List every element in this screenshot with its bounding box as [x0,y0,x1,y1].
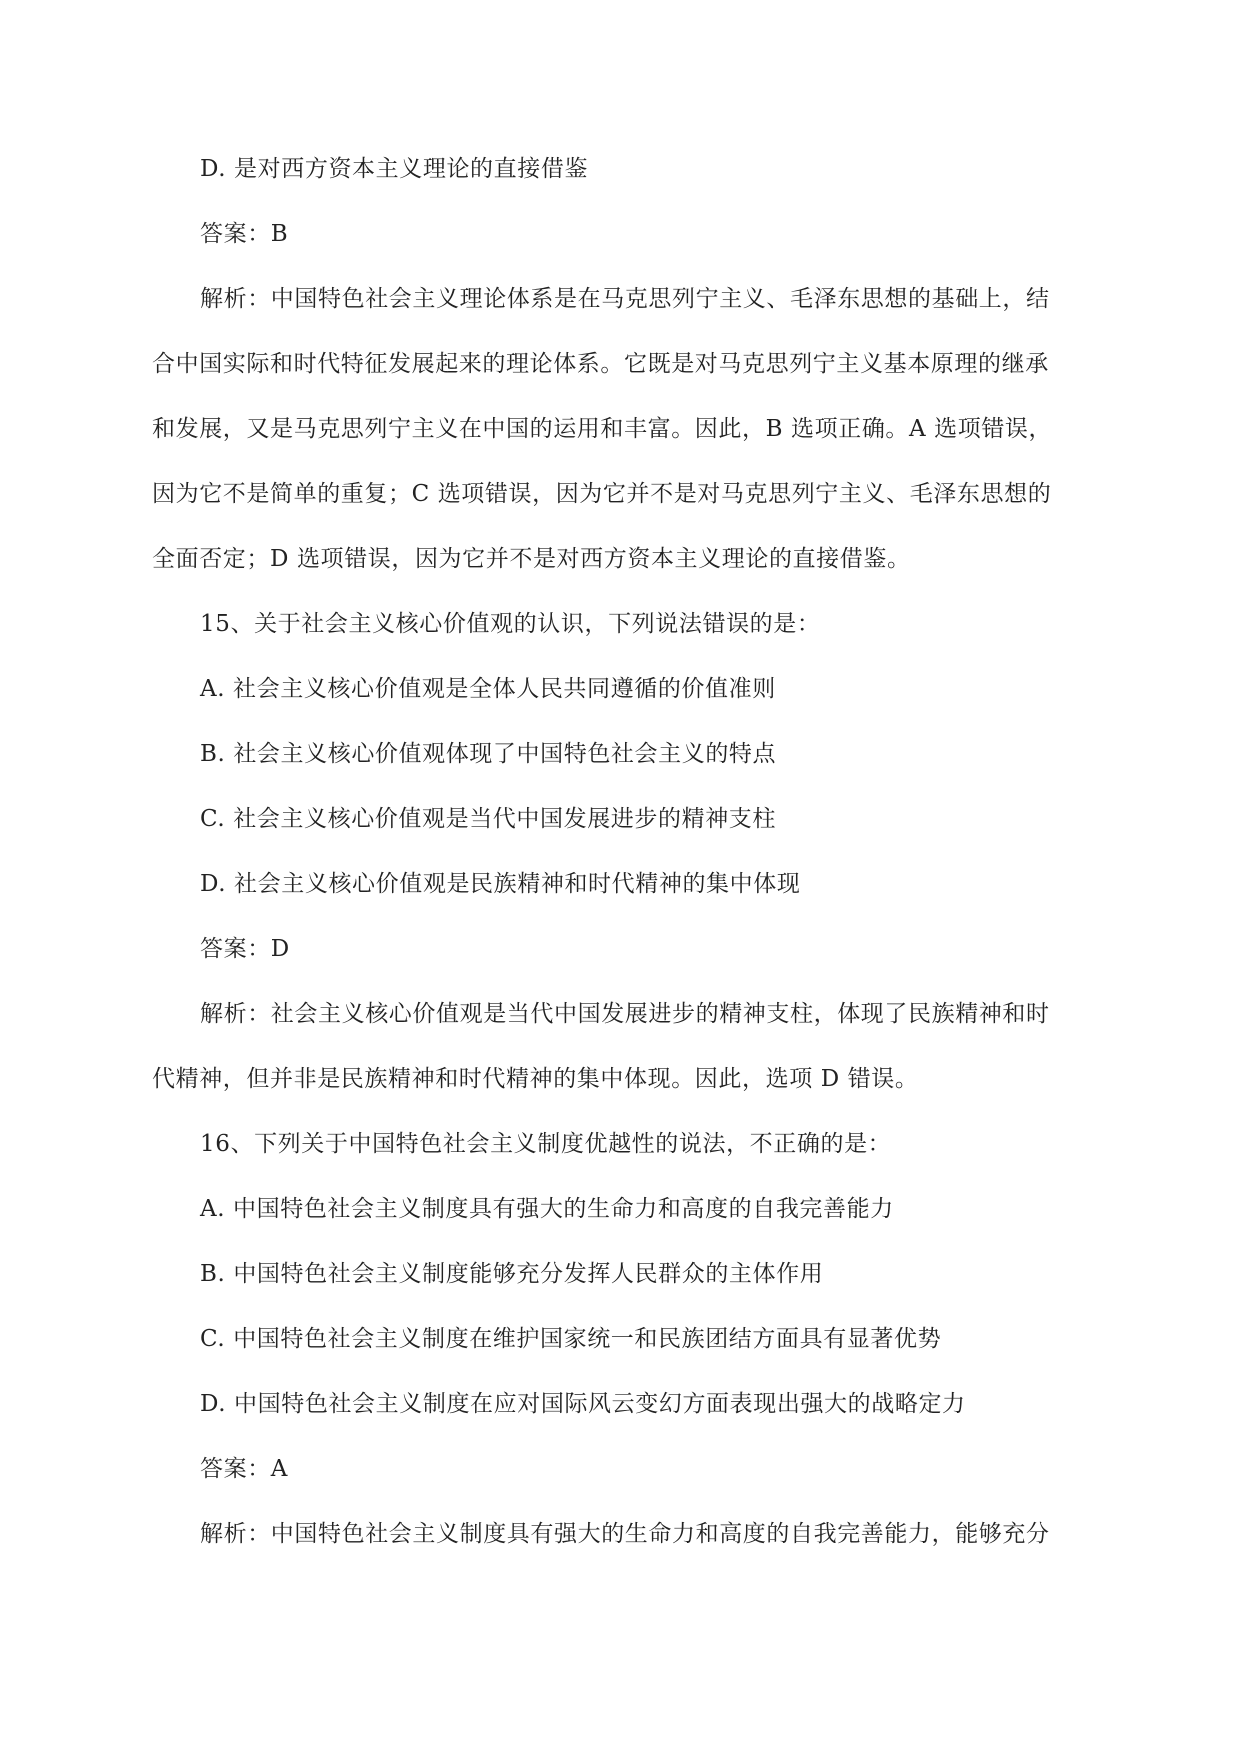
question-15: 15、关于社会主义核心价值观的认识，下列说法错误的是： [200,611,821,637]
answer-q15: 答案：D [200,936,290,962]
option-b-q15: B. 社会主义核心价值观体现了中国特色社会主义的特点 [200,741,777,767]
option-d-q14: D. 是对西方资本主义理论的直接借鉴 [200,156,589,182]
option-c-q16: C. 中国特色社会主义制度在维护国家统一和民族团结方面具有显著优势 [200,1326,942,1352]
answer-q14: 答案：B [200,221,289,247]
explanation-q15-line1: 解析：社会主义核心价值观是当代中国发展进步的精神支柱，体现了民族精神和时 [200,1001,1050,1027]
explanation-q16-line1: 解析：中国特色社会主义制度具有强大的生命力和高度的自我完善能力，能够充分 [200,1521,1050,1547]
explanation-q15-line2: 代精神，但并非是民族精神和时代精神的集中体现。因此，选项 D 错误。 [152,1066,919,1092]
explanation-q14-line1: 解析：中国特色社会主义理论体系是在马克思列宁主义、毛泽东思想的基础上，结 [200,286,1050,312]
option-d-q15: D. 社会主义核心价值观是民族精神和时代精神的集中体现 [200,871,801,897]
answer-q16: 答案：A [200,1456,289,1482]
option-a-q16: A. 中国特色社会主义制度具有强大的生命力和高度的自我完善能力 [200,1196,894,1222]
option-c-q15: C. 社会主义核心价值观是当代中国发展进步的精神支柱 [200,806,777,832]
explanation-q14-line2: 合中国实际和时代特征发展起来的理论体系。它既是对马克思列宁主义基本原理的继承 [152,351,1049,377]
question-16: 16、下列关于中国特色社会主义制度优越性的说法，不正确的是： [200,1131,892,1157]
explanation-q14-line3: 和发展，又是马克思列宁主义在中国的运用和丰富。因此，B 选项正确。A 选项错误， [152,416,1053,442]
option-a-q15: A. 社会主义核心价值观是全体人民共同遵循的价值准则 [200,676,776,702]
explanation-q14-line5: 全面否定；D 选项错误，因为它并不是对西方资本主义理论的直接借鉴。 [152,546,911,572]
explanation-q14-line4: 因为它不是简单的重复；C 选项错误，因为它并不是对马克思列宁主义、毛泽东思想的 [152,481,1052,507]
option-b-q16: B. 中国特色社会主义制度能够充分发挥人民群众的主体作用 [200,1261,824,1287]
option-d-q16: D. 中国特色社会主义制度在应对国际风云变幻方面表现出强大的战略定力 [200,1391,966,1417]
